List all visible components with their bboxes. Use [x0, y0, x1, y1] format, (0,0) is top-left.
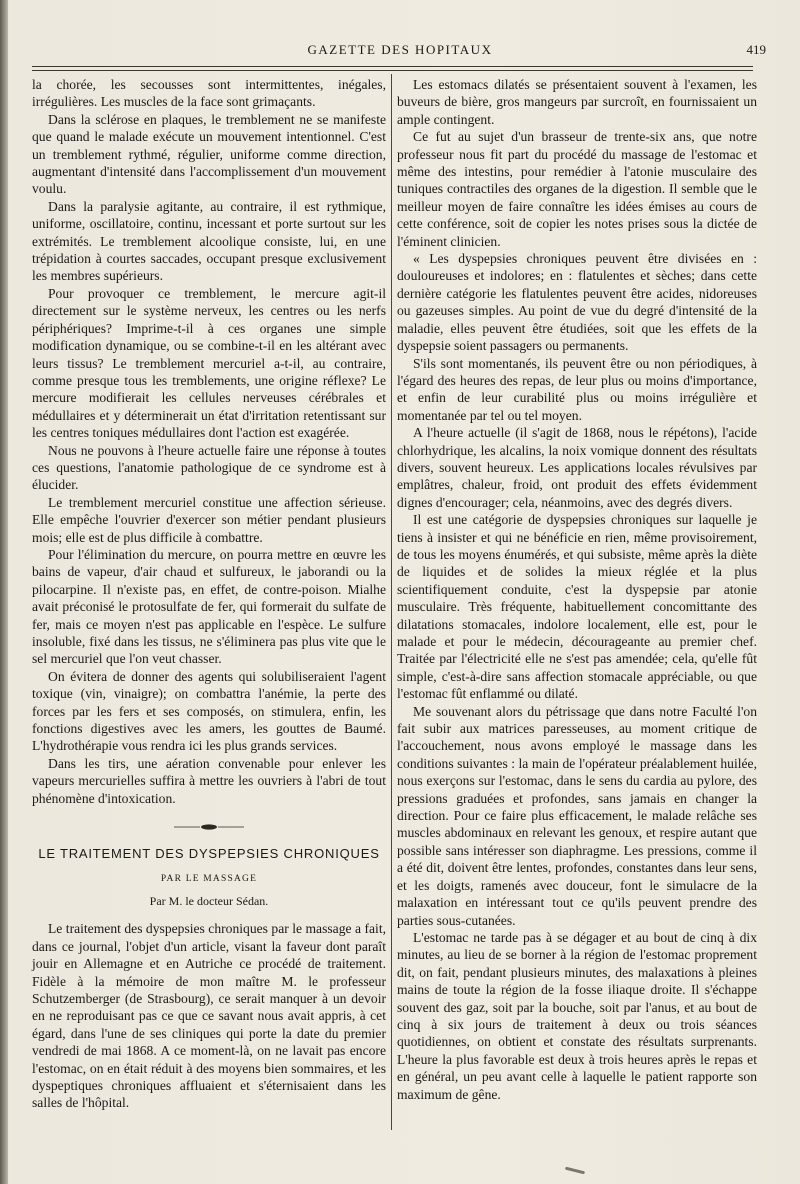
ink-mark [565, 1167, 585, 1175]
paragraph: Pour provoquer ce tremblement, le mercure agit-il directement sur le système nerveux, les centres ou les nerfs périphériques? Imprime-t-il à ces organes une simple modification dynamique, ou se combine-t-il en les altérant avec leurs tissus? Le tremblement mercuriel a-t-il, au contraire, comme presque tous les tremblements, une origine réflexe? Le mercure modifierait les cellules nerveuses cérébrales et médullaires et y déterminerait un état d'irritation retentissant sur les centres toniques médullaires dont l'action est exagérée. [32, 285, 386, 441]
header-rule-double [32, 70, 753, 71]
paragraph: Dans la paralysie agitante, au contraire, il est rythmique, uniforme, oscillatoire, continu, incessant et porte surtout sur les extrémités. Le tremblement alcoolique consiste, lui, en une trépidation à courtes saccades, occupant presque exclusivement les membres supérieurs. [32, 198, 386, 284]
left-column [32, 76, 386, 1112]
header-rule [32, 66, 753, 67]
page-number: 419 [746, 42, 766, 57]
paragraph: « Les dyspepsies chroniques peuvent être divisées en : douloureuses et indolores; en : flatulentes et sèches; dans cette dernière catégorie les flatulentes peuvent être acides, nidoreuses ou gazeuses simples. Au point de vue du degré d'intensité de la maladie, elles peuvent être étudiées, soit que les effets de la dyspepsie soient passagers ou permanents. [397, 251, 757, 354]
paragraph: L'estomac ne tarde pas à se dégager et au bout de cinq à dix minutes, au lieu de se borner à la région de l'estomac proprement dit, on fait, pendant plusieurs minutes, des malaxations à pleines mains de toute la région de la fosse iliaque droite. Il s'échappe souvent des gaz, soit par la bouche, soit par l'anus, et au bout de cinq à six jours de traitement à deux ou trois séances quotidiennes, on obtient et constate des résultats surprenants. L'heure la plus favorable est deux à trois heures après le repas et en général, un peu avant celle à laquelle le patient rapporte son maximum de gêne. [397, 929, 757, 1102]
paragraph: Le tremblement mercuriel constitue une affection sérieuse. Elle empêche l'ouvrier d'exercer son métier pendant plusieurs mois; elle est de plus difficile à combattre. [32, 494, 386, 545]
paragraph: Les estomacs dilatés se présentaient souvent à l'examen, les buveurs de bière, gros mangeurs par surcroît, en fournissaient un ample contingent. [397, 77, 757, 127]
paragraph: Pour l'élimination du mercure, on pourra mettre en œuvre les bains de vapeur, d'air chaud et sulfureux, le jaborandi ou la pilocarpine. Il n'existe pas, en effet, de contre-poison. Mialhe avait préconisé le protosulfate de fer, qui formerait du sulfate de fer, mais ce moyen n'est pas applicable en l'espèce. Le sulfure insoluble, fixé dans les tissus, ne s'éliminera pas plus vite que le sel mercuriel que l'on veut chasser. [32, 546, 386, 667]
paragraph: Ce fut au sujet d'un brasseur de trente-six ans, que notre professeur nous fit part du procédé du massage de l'estomac et même des intestins, pour remédier à l'atonie musculaire des tuniques contractiles des organes de la digestion. Il semble que le meilleur moyen de faire connaître les idées émises au cours de cette conférence, soit de copier les notes prises sous la dictée de l'éminent clinicien. [397, 129, 757, 249]
page-header [30, 42, 770, 62]
paragraph: A l'heure actuelle (il s'agit de 1868, nous le répétons), l'acide chlorhydrique, les alcalins, la noix vomique donnent des résultats divers, souvent heureux. Les applications locales révulsives par emplâtres, chaleur, froid, ont produit des effets évidemment dignes d'encourager; cela, néanmoins, avec des degrés divers. [397, 425, 757, 510]
paragraph: Dans les tirs, une aération convenable pour enlever les vapeurs mercurielles suffira à mettre les ouvriers à l'abri de tout phénomène d'intoxication. [32, 755, 386, 806]
running-title: GAZETTE DES HOPITAUX [307, 42, 493, 57]
article-author: Par M. le docteur Sédan. [149, 893, 269, 908]
paragraph: la chorée, les secousses sont intermittentes, inégales, irrégulières. Les muscles de la face sont grimaçants. [32, 77, 386, 110]
paragraph: Il est une catégorie de dyspepsies chroniques sur laquelle je tiens à insister et qui ne bénéficie en rien, même provisoirement, de tous les moyens énumérés, et qui subsiste, même après la diète de liquides et de solides la mieux réglée et la plus scientifiquement conduite, c'est la dyspepsie par atonie musculaire. Très fréquente, habituellement concomittante des dilatations stomacales, indolore localement, elle est, pour le malade et pour le médecin, décourageante au premier chef. Traitée par l'électricité elle ne s'est pas amendée; cela, qu'elle fût simple, c'est-à-dire sans affection stomacale appréciable, ou que l'estomac fût enflammé ou dilaté. [397, 512, 757, 702]
paragraph: Dans la sclérose en plaques, le tremblement ne se manifeste que quand le malade exécute un mouvement intentionnel. C'est un tremblement rythmé, régulier, uniforme comme direction, augmentant d'intensité dans l'accomplissement d'un mouvement voulu. [32, 111, 386, 197]
paragraph: Le traitement des dyspepsies chroniques par le massage a fait, dans ce journal, l'objet d'un article, visant la faveur dont paraît jouir en Allemagne et en Autriche ce procédé de traitement. Fidèle à la mémoire de mon maître M. le professeur Schutzemberger (de Strasbourg), ce serait manquer à un devoir en ne reproduisant pas ce que ce savant nous avait appris, à cet égard, dans l'une de ses cliniques qui porte la date du premier vendredi de mai 1868. A ce moment-là, on ne lavait pas encore l'estomac, on en était réduit à des moyens bien sommaires, et les dyspeptiques chroniques affluaient et s'éternisaient dans les salles de l'hôpital. [32, 921, 386, 1111]
paragraph: On évitera de donner des agents qui solubiliseraient l'agent toxique (vin, vinaigre); on combattra l'anémie, la perte des forces par les fers et ses composés, on stimulera, enfin, les fonctions digestives avec les amers, les gouttes de Baumé. L'hydrothérapie vous rendra ici les plus grands services. [32, 668, 386, 754]
article-title: LE TRAITEMENT DES DYSPEPSIES CHRONIQUES [38, 846, 380, 862]
section-divider-ornament [174, 823, 244, 831]
paragraph: Me souvenant alors du pétrissage que dans notre Faculté l'on fait subir aux matrices paresseuses, au moment critique de l'accouchement, nous avons employé le massage dans les conditions suivantes : la main de l'opérateur préalablement huilée, nous exerçons sur l'estomac, dans le sens du cardia au pylore, des pressions graduées et profondes, sans jamais en changer la direction. Pour ce faire plus efficacement, le malade relâche ses muscles abdominaux en relevant les genoux, et respire autant que possible sans intéresser son diaphragme. Les pressions, comme il a été dit, doivent être lentes, profondes, constantes dans leur sens, et les doigts, ramenés avec douceur, font le simulacre de la malaxation en intéressant tout ce qu'ils peuvent prendre des parties sous-cutanées. [397, 703, 757, 928]
paragraph: Nous ne pouvons à l'heure actuelle faire une réponse à toutes ces questions, l'anatomie pathologique de ce syndrome est à élucider. [32, 442, 386, 493]
column-divider [391, 74, 392, 1130]
article-subtitle: PAR LE MASSAGE [160, 874, 258, 885]
right-column [397, 76, 757, 1103]
paragraph: S'ils sont momentanés, ils peuvent être ou non périodiques, à l'égard des heures des repas, de leur plus ou moins d'importance, et enfin de leur curabilité plus ou moins irrégulière et momentanée par tel ou tel moyen. [397, 355, 757, 423]
page-binding-edge [0, 0, 8, 1184]
